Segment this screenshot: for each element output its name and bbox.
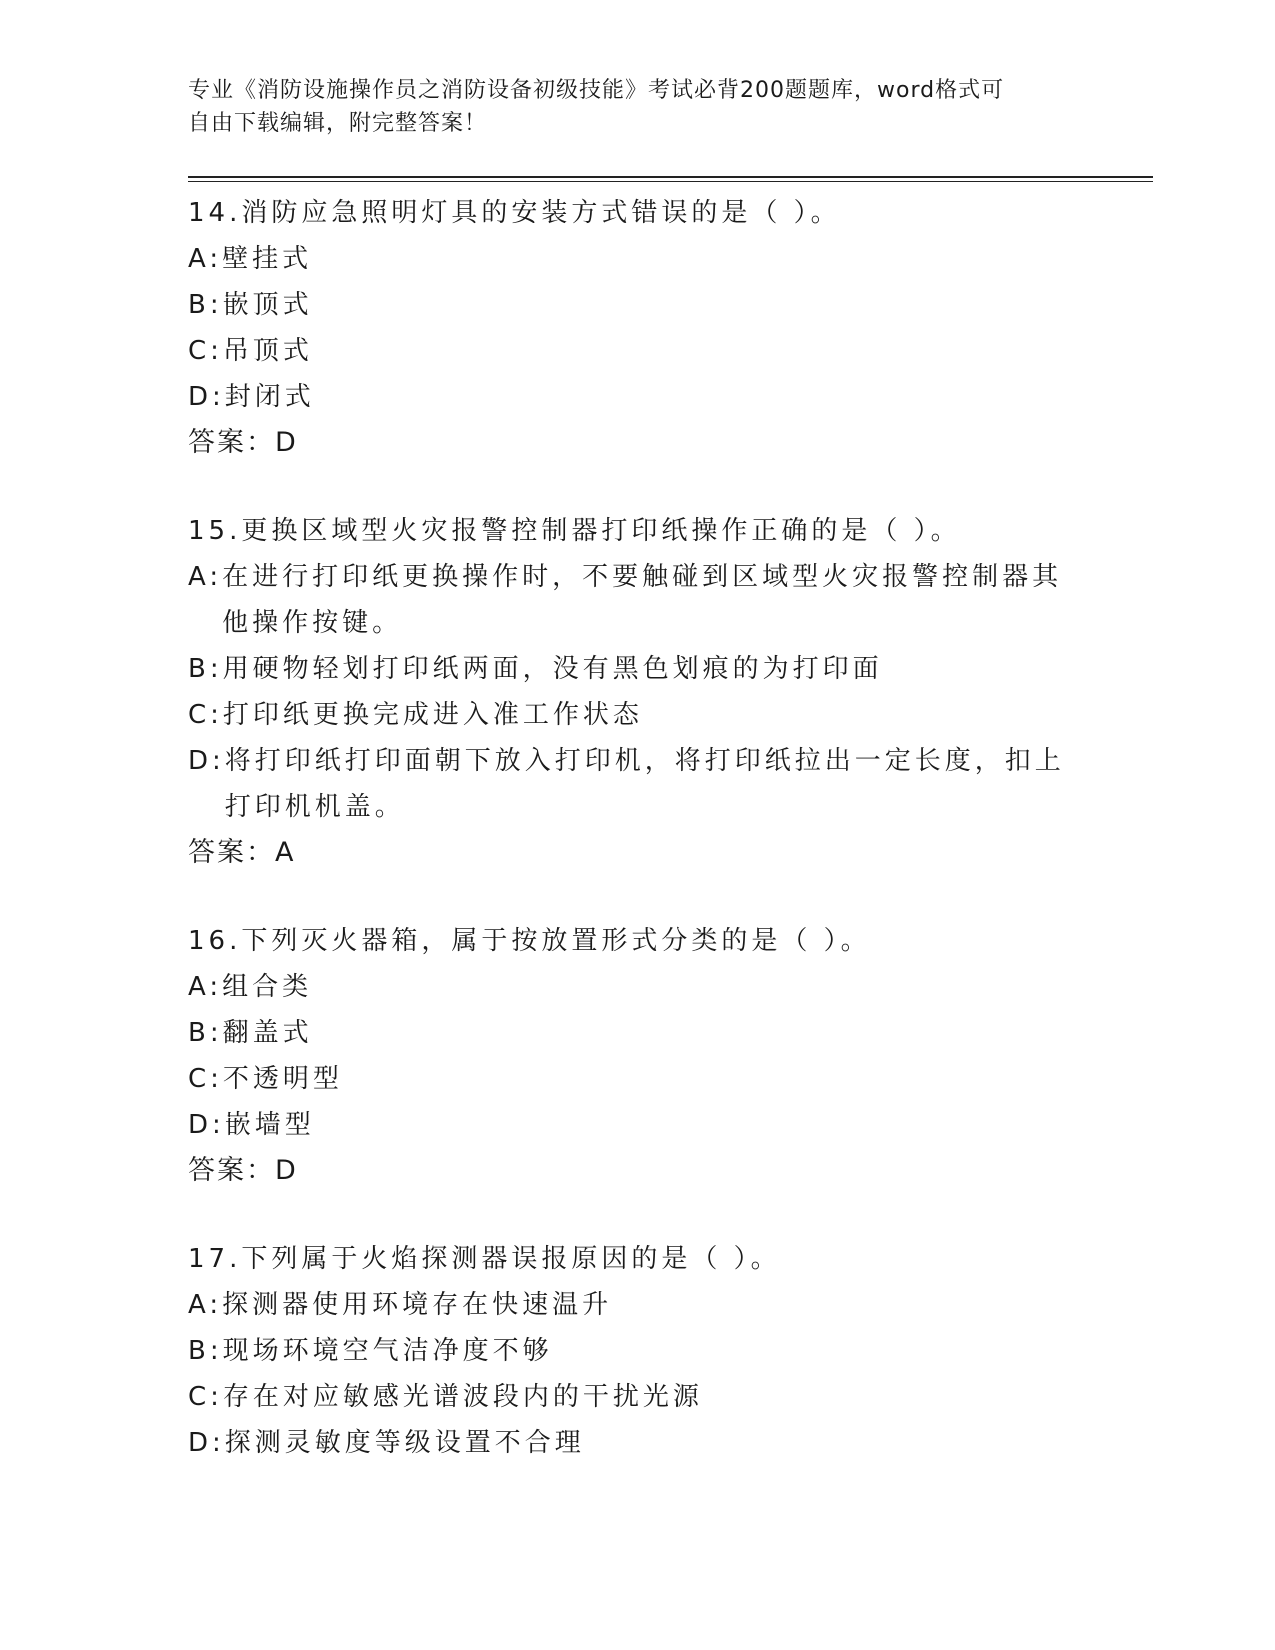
option-b: B: 翻盖式	[188, 1018, 313, 1048]
option-a: A: 探测器使用环境存在快速温升	[188, 1290, 613, 1320]
option-c: C: 打印纸更换完成进入准工作状态	[188, 700, 643, 730]
question-stem: 15.更换区域型火灾报警控制器打印纸操作正确的是（ ）。	[188, 516, 961, 546]
answer-line: 答案：D	[188, 1155, 298, 1186]
option-c: C: 存在对应敏感光谱波段内的干扰光源	[188, 1382, 703, 1412]
header-line-2: 自由下载编辑，附完整答案！	[188, 111, 488, 136]
option-d: D: 封闭式	[188, 382, 315, 412]
option-b: B: 用硬物轻划打印纸两面，没有黑色划痕的为打印面	[188, 654, 883, 684]
question-16	[188, 918, 1088, 1194]
question-list	[188, 190, 1088, 1508]
header-divider	[188, 176, 1153, 178]
header-divider-thin	[188, 181, 1153, 182]
question-stem: 14.消防应急照明灯具的安装方式错误的是（ ）。	[188, 198, 841, 228]
question-14	[188, 190, 1088, 466]
option-d: D: 嵌墙型	[188, 1110, 315, 1140]
option-a: A: 组合类	[188, 972, 313, 1002]
document-header	[188, 74, 1068, 140]
option-b: B: 现场环境空气洁净度不够	[188, 1336, 553, 1366]
option-d: D: 探测灵敏度等级设置不合理	[188, 1428, 585, 1458]
answer-line: 答案：A	[188, 837, 296, 868]
option-d: D: 将打印纸打印面朝下放入打印机，将打印纸拉出一定长度，扣上打印机机盖。	[188, 746, 1065, 822]
header-line-1: 专业《消防设施操作员之消防设备初级技能》考试必背200题题库，word格式可	[188, 78, 1005, 103]
answer-line: 答案：D	[188, 427, 298, 458]
question-stem: 17.下列属于火焰探测器误报原因的是（ ）。	[188, 1244, 781, 1274]
option-c: C: 吊顶式	[188, 336, 313, 366]
question-stem: 16.下列灭火器箱，属于按放置形式分类的是（ ）。	[188, 926, 871, 956]
option-c: C: 不透明型	[188, 1064, 343, 1094]
question-17	[188, 1236, 1088, 1466]
option-b: B: 嵌顶式	[188, 290, 313, 320]
question-15	[188, 508, 1088, 876]
option-a: A: 在进行打印纸更换操作时，不要触碰到区域型火灾报警控制器其他操作按键。	[188, 562, 1063, 638]
option-a: A: 壁挂式	[188, 244, 313, 274]
